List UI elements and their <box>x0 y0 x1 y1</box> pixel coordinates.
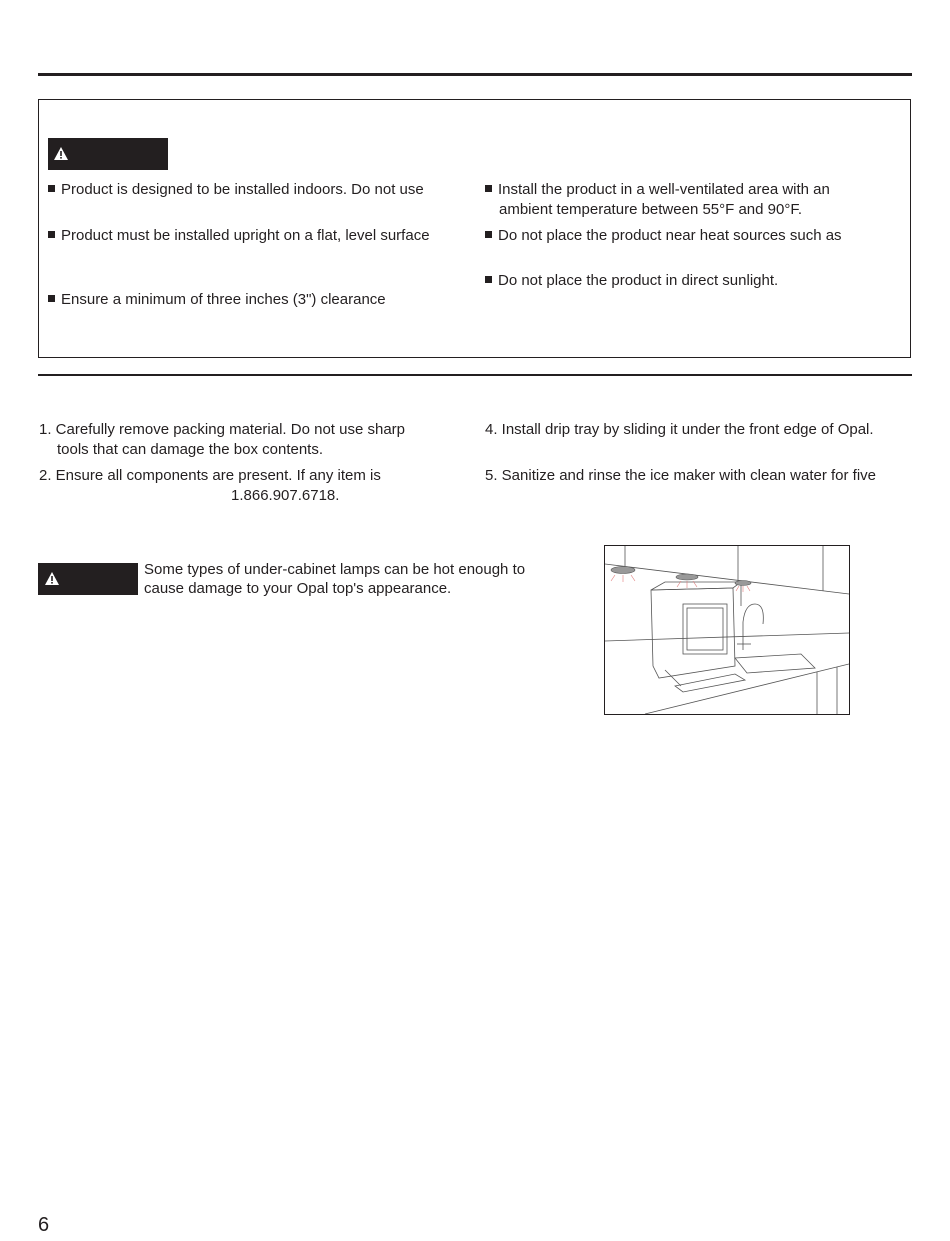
step-2-phone: 1.866.907.6718. <box>231 487 340 504</box>
bullet-icon <box>485 276 492 283</box>
caution-line-2: cause damage to your Opal top's appearance. <box>144 580 452 597</box>
ice-maker-installation-image <box>605 546 849 714</box>
step-1-cont: tools that can damage the box contents. <box>57 441 324 458</box>
step-2: 2. Ensure all components are present. If any item is <box>39 467 381 484</box>
page-number: 6 <box>38 1214 50 1236</box>
warning-icon <box>45 572 59 585</box>
safety-right-item-1-cont: ambient temperature between 55°F and 90°F. <box>499 201 803 218</box>
bullet-icon <box>48 185 55 192</box>
section-rule <box>38 374 912 376</box>
safety-left-item-2: Product must be installed upright on a flat, level surface <box>48 226 430 246</box>
step-1: 1. Carefully remove packing material. Do not use sharp <box>39 421 406 438</box>
bullet-icon <box>48 295 55 302</box>
warning-icon <box>54 147 68 160</box>
step-5: 5. Sanitize and rinse the ice maker with clean water for five <box>485 467 877 484</box>
warning-badge <box>48 138 168 170</box>
bullet-icon <box>48 231 55 238</box>
step-4: 4. Install drip tray by sliding it under the front edge of Opal. <box>485 421 874 438</box>
caution-badge <box>38 563 138 595</box>
safety-right-item-2: Do not place the product near heat sources such as <box>485 226 842 246</box>
safety-right-item-3: Do not place the product in direct sunlight. <box>485 271 778 291</box>
top-rule <box>38 73 912 76</box>
bullet-icon <box>485 231 492 238</box>
kitchen-illustration <box>604 545 850 715</box>
safety-left-item-1: Product is designed to be installed indoors. Do not use <box>48 180 424 200</box>
safety-right-item-1: Install the product in a well-ventilated area with an <box>485 180 830 200</box>
caution-line-1: Some types of under-cabinet lamps can be hot enough to <box>144 561 526 578</box>
safety-left-item-3: Ensure a minimum of three inches (3") clearance <box>48 290 386 310</box>
bullet-icon <box>485 185 492 192</box>
